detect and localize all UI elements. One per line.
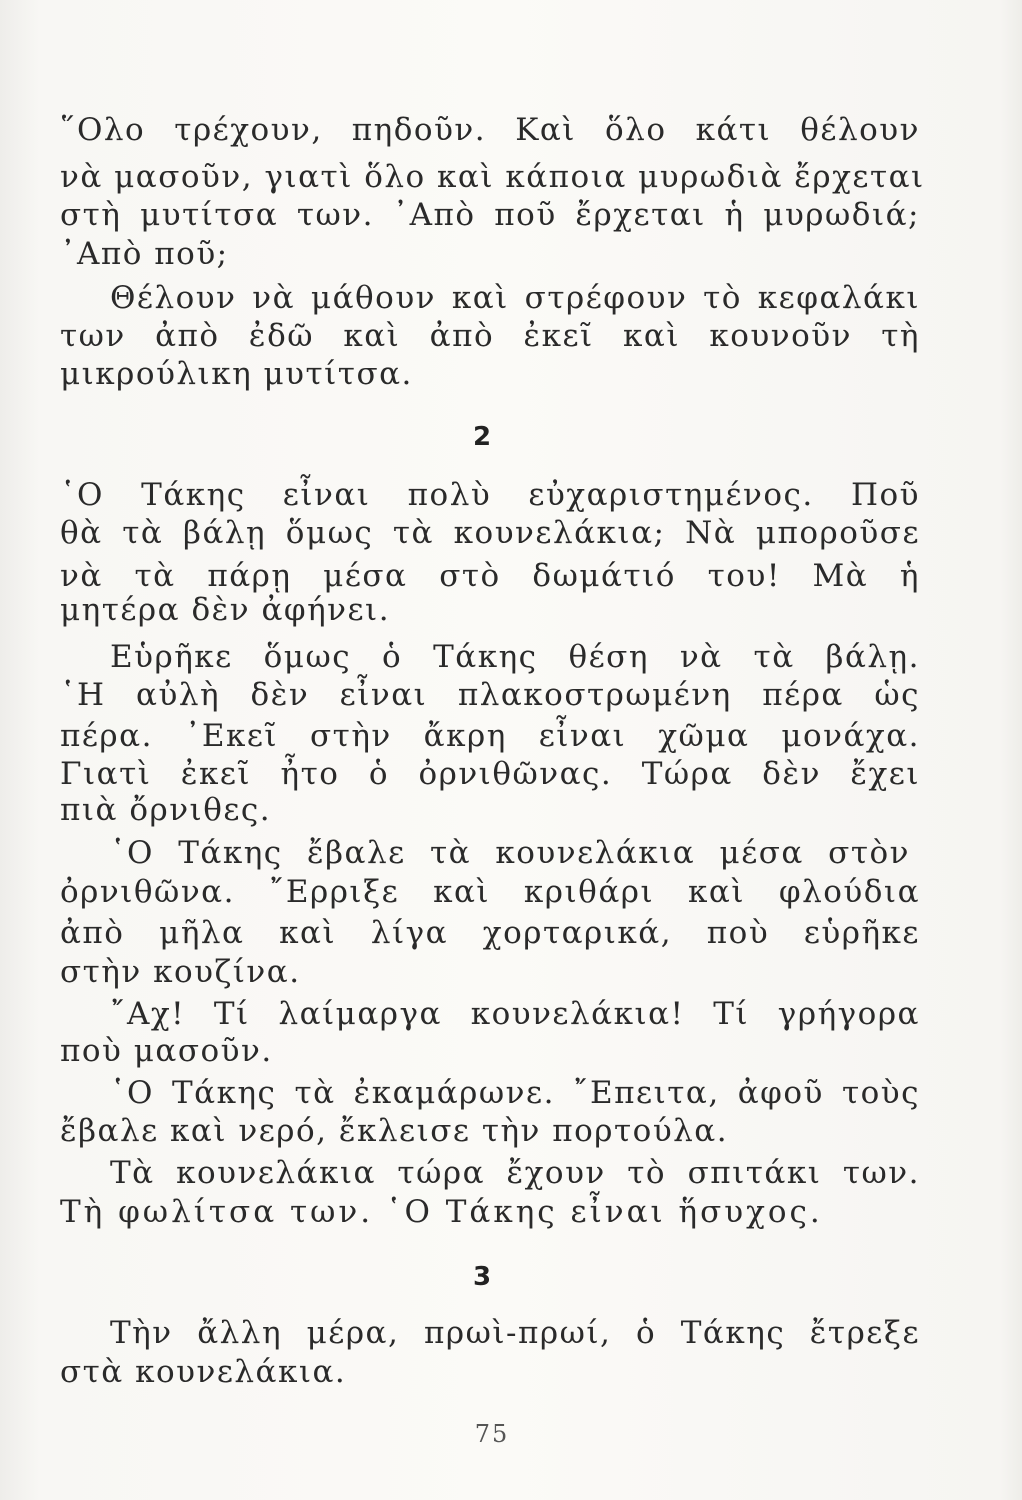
text-line: στὰ κουνελάκια. [60,1354,347,1390]
text-line: ὀρνιθῶνα. ῎Ερριξε καὶ κριθάρι καὶ φλούδια [60,874,920,910]
text-line: των ἀπὸ ἐδῶ καὶ ἀπὸ ἐκεῖ καὶ κουνοῦν τὴ [60,318,920,354]
text-line: Τὰ κουνελάκια τώρα ἔχουν τὸ σπιτάκι των. [110,1155,920,1191]
section-heading: 2 [472,422,492,452]
text-line: Τὴν ἄλλη μέρα, πρωὶ-πρωί, ὁ Τάκης ἔτρεξε [110,1315,920,1351]
text-line: πιὰ ὄρνιθες. [60,792,272,828]
text-line: στὴ μυτίτσα των. ᾿Απὸ ποῦ ἔρχεται ἡ μυρωδιά; [60,197,920,233]
text-line: ῾Ο Τάκης ἔβαλε τὰ κουνελάκια μέσα στὸν [110,835,910,871]
section-heading: 3 [472,1262,492,1292]
text-line: Θέλουν νὰ μάθουν καὶ στρέφουν τὸ κεφαλάκι [110,280,920,316]
text-line: ῎Αχ! Τί λαίμαργα κουνελάκια! Τί γρήγορα [110,996,920,1032]
text-line: ποὺ μασοῦν. [60,1033,273,1069]
text-line: νὰ μασοῦν, γιατὶ ὅλο καὶ κάποια μυρωδιὰ ἔρχεται [60,159,925,195]
text-line: Γιατὶ ἐκεῖ ἦτο ὁ ὀρνιθῶνας. Τώρα δὲν ἔχει [60,756,920,792]
text-line: νὰ τὰ πάρῃ μέσα στὸ δωμάτιό του! Μὰ ἡ [60,558,920,594]
text-line: πέρα. ᾿Εκεῖ στὴν ἄκρη εἶναι χῶμα μονάχα. [60,718,920,754]
text-line: μητέρα δὲν ἀφήνει. [60,592,391,628]
text-line: ἀπὸ μῆλα καὶ λίγα χορταρικά, ποὺ εὑρῆκε [60,915,920,951]
text-line: μικρούλικη μυτίτσα. [60,356,413,392]
text-line: Τὴ φωλίτσα των. ῾Ο Τάκης εἶναι ἥσυχος. [60,1194,823,1230]
text-line: Εὑρῆκε ὅμως ὁ Τάκης θέση νὰ τὰ βάλῃ. [110,639,920,675]
text-line: ῞Ολο τρέχουν, πηδοῦν. Καὶ ὅλο κάτι θέλουν [60,112,920,148]
text-line: ῾Η αὐλὴ δὲν εἶναι πλακοστρωμένη πέρα ὡς [60,677,920,713]
page-number: 75 [474,1420,510,1448]
text-line: θὰ τὰ βάλῃ ὅμως τὰ κουνελάκια; Νὰ μποροῦσε [60,515,920,551]
text-line: ῾Ο Τάκης τὰ ἐκαμάρωνε. ῎Επειτα, ἀφοῦ τοὺς [110,1075,920,1111]
text-line: ἔβαλε καὶ νερό, ἔκλεισε τὴν πορτούλα. [60,1113,729,1149]
text-line: στὴν κουζίνα. [60,954,301,990]
text-line: ᾿Απὸ ποῦ; [60,236,229,272]
text-line: ῾Ο Τάκης εἶναι πολὺ εὐχαριστημένος. Ποῦ [60,477,920,513]
